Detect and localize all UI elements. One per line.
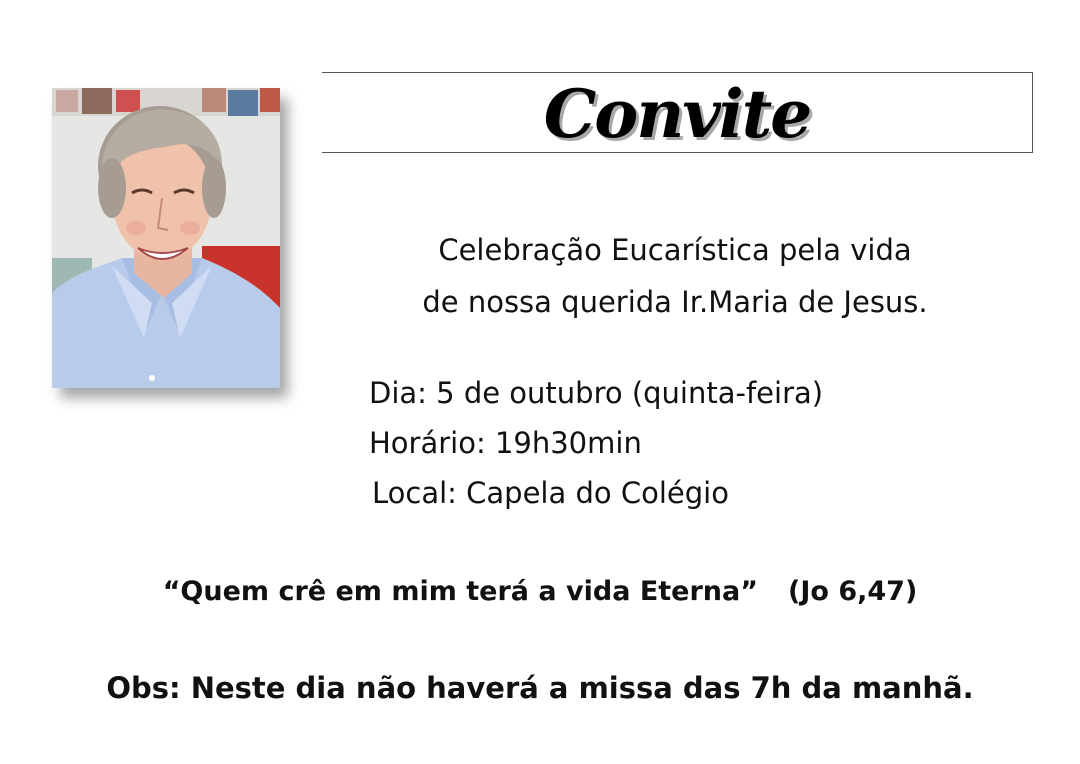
quote-text: “Quem crê em mim terá a vida Eterna” [162,576,758,607]
title-box [322,72,1033,153]
observation-note: Obs: Neste dia não haverá a missa das 7h da manhã. [106,671,974,705]
celebration-line-2: de nossa querida Ir.Maria de Jesus. [422,285,928,319]
portrait-photo [52,88,280,388]
portrait-image [52,88,280,388]
celebration-block [330,224,1020,328]
bible-quote [0,570,1080,614]
event-place: Local: Capela do Colégio [372,476,729,510]
quote-reference: (Jo 6,47) [788,576,918,607]
celebration-line-1: Celebração Eucarística pela vida [438,233,912,267]
page-title: Convite [543,75,811,153]
event-details [369,368,823,518]
event-time: Horário: 19h30min [369,426,642,460]
event-day: Dia: 5 de outubro (quinta-feira) [369,376,824,410]
